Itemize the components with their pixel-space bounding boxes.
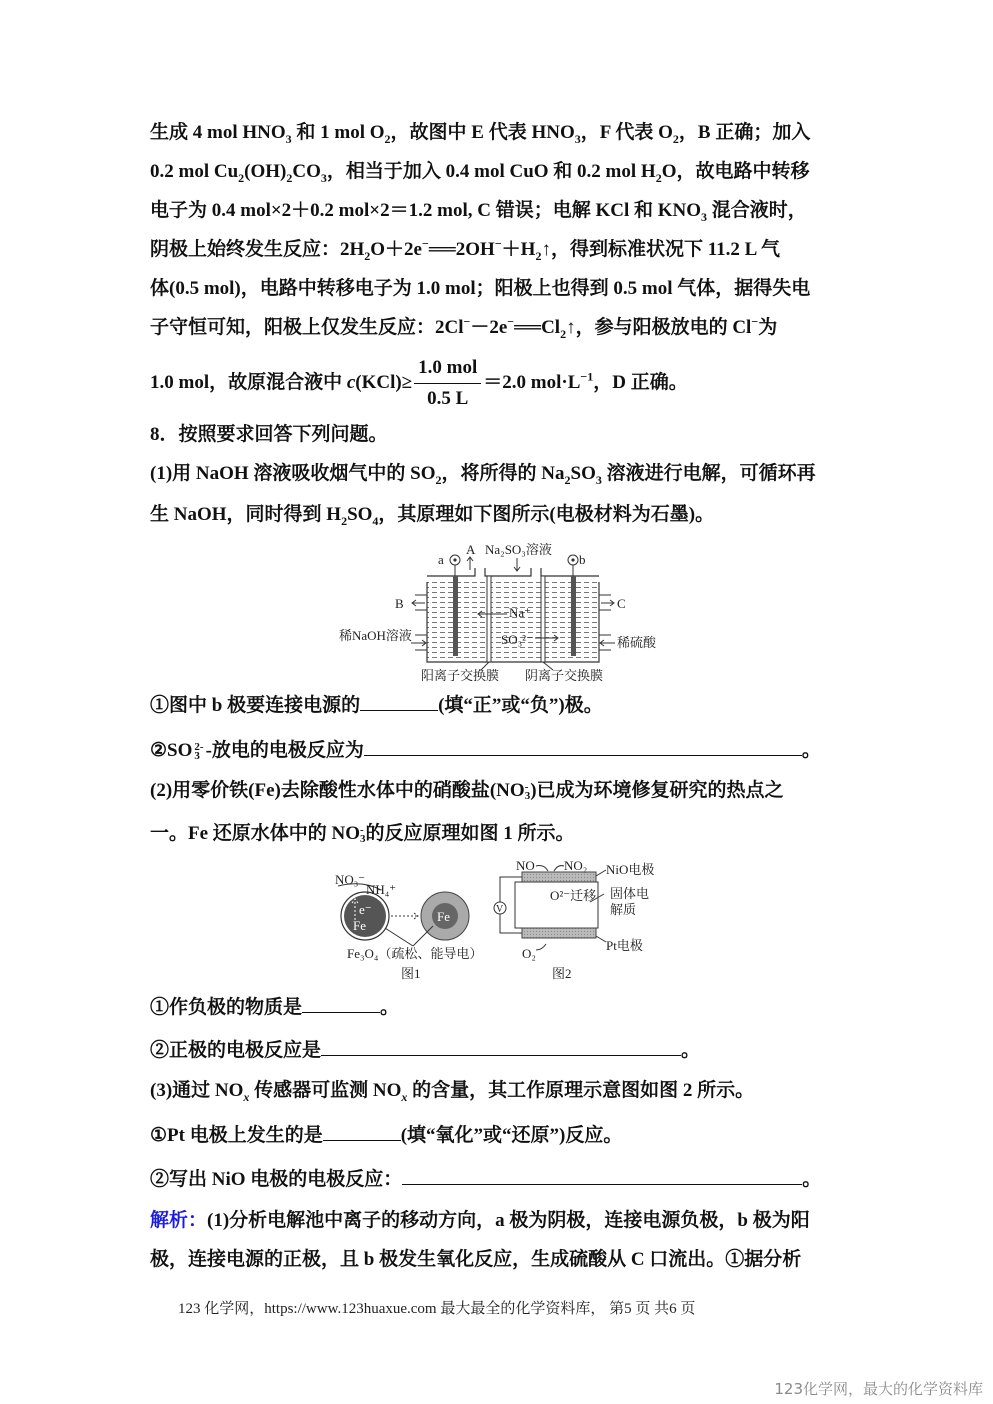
label-solid-electrolyte: 解质 [610, 902, 637, 917]
label-B: B [395, 596, 404, 611]
superscript: − [507, 314, 515, 329]
arrow-icon [554, 866, 564, 871]
text: CO [292, 161, 321, 182]
label-anion-membrane: 阴离子交换膜 [525, 668, 604, 683]
voltmeter-label: V [496, 904, 504, 915]
analysis-text-line [150, 160, 809, 184]
label-nh4: NH₄⁺ [366, 882, 397, 897]
label-na-ion: Na⁺ [509, 605, 532, 620]
label-C: C [617, 596, 626, 611]
text: 生 NaOH，同时得到 H [150, 504, 342, 525]
text: 传感器可监测 NO [249, 1080, 402, 1101]
subscript: 2 [655, 170, 662, 185]
label-electron: e⁻ [359, 902, 372, 917]
subscript: 3 [194, 749, 200, 762]
answer-blank[interactable] [323, 1122, 401, 1141]
analysis-label: 解析： [150, 1210, 208, 1231]
answer-blank[interactable] [402, 1166, 802, 1185]
superscript: 2- [194, 740, 204, 753]
text: ＋H [501, 239, 536, 260]
arrow-right-icon [601, 600, 614, 606]
text: 生成 4 mol HNO [150, 122, 286, 143]
subscript: x [243, 1089, 250, 1104]
text: (1)分析电解池中离子的移动方向，a 极为阴极，连接电源负极，b 极为阳 [207, 1210, 810, 1231]
label-no: NO [516, 858, 535, 873]
watermark: 123化学网，最大的化学资料库 [774, 1380, 983, 1398]
question-part3-text [150, 1079, 754, 1103]
label-naoh: 稀NaOH溶液 [339, 628, 412, 643]
subscript: x [401, 1089, 408, 1104]
subscript: 2 [560, 326, 567, 341]
italic-variable: c [346, 371, 356, 393]
text: 子守恒可知，阳极上仅发生反应：2Cl [150, 317, 464, 338]
text: (3)通过 NO [150, 1080, 244, 1101]
question-part1-text [150, 462, 816, 486]
question-1-2 [150, 737, 821, 763]
text: ②写出 NiO 电极的电极反应： [150, 1169, 403, 1190]
arrow-icon [536, 944, 546, 950]
label-nio-electrode: NiO电极 [606, 862, 655, 877]
text: O＋2e [370, 239, 422, 260]
question-part2-text [150, 822, 575, 846]
text: 混合液时， [707, 200, 807, 221]
label-o2-migration: O²⁻迁移 [550, 888, 597, 903]
subscript: 2 [238, 170, 245, 185]
text: (填“正”或“负”)极。 [438, 695, 603, 716]
answer-blank[interactable] [364, 737, 802, 756]
text: ②SO [150, 740, 193, 761]
label-b: b [579, 552, 586, 567]
text: )已成为环境修复研究的热点之 [530, 780, 784, 801]
label-no2: NO₂ [564, 858, 588, 873]
answer-blank[interactable] [360, 692, 438, 711]
text: 阴极上始终发生反应：2H [150, 239, 365, 260]
text: (2)用零价铁(Fe)去除酸性水体中的硝酸盐(NO [150, 780, 525, 801]
text: ①Pt 电极上发生的是 [150, 1125, 323, 1146]
answer-blank[interactable] [302, 994, 380, 1013]
question-1-1 [150, 692, 603, 718]
subscript: 3 [360, 832, 366, 845]
arrow-left-icon [412, 600, 425, 606]
anion-membrane [541, 576, 545, 662]
answer-blank[interactable] [321, 1037, 681, 1056]
text: SO [570, 463, 596, 484]
text: 为 [758, 317, 778, 338]
text: 1.0 mol，故原混合液中 [150, 371, 347, 393]
subscript: 3 [285, 131, 292, 146]
superscript: - [360, 823, 364, 836]
label-na2so3: Na₂SO₃溶液 [485, 542, 552, 557]
question-part2-text [150, 779, 784, 803]
subscript: 2 [384, 131, 391, 146]
label-fe-2: Fe [437, 909, 450, 924]
label-pt-electrode: Pt电极 [606, 938, 643, 953]
subscript: 3 [574, 131, 581, 146]
text: ，相当于加入 0.4 mol CuO 和 0.2 mol H [326, 161, 656, 182]
label-o2: O₂ [522, 946, 536, 961]
text: 和 1 mol O [291, 122, 385, 143]
pt-electrode [522, 928, 596, 938]
superscript: − [463, 314, 471, 329]
analysis-text-line [150, 316, 777, 340]
text: (KCl)≥ [355, 371, 413, 393]
text: ↑，得到标准状况下 11.2 L 气 [541, 239, 781, 260]
superscript: − [494, 236, 502, 251]
text: ＝2.0 mol·L [483, 371, 581, 393]
label-a: a [438, 552, 444, 567]
arrow-down-icon [514, 558, 520, 571]
analysis-paragraph [150, 1209, 810, 1233]
analysis-text-line [150, 121, 810, 145]
text: 的反应原理如图 1 所示。 [365, 823, 575, 844]
fraction-numerator: 1.0 mol [414, 356, 481, 384]
arrow-right-icon [391, 913, 418, 919]
text: (1)用 NaOH 溶液吸收烟气中的 SO [150, 463, 436, 484]
text: ，F 代表 O [580, 122, 673, 143]
electrode-b [571, 576, 576, 656]
arrow-icon [536, 866, 548, 871]
subscript: 2 [286, 170, 293, 185]
question-title: 8．按照要求回答下列问题。 [150, 424, 388, 445]
label-h2so4: 稀硫酸 [617, 635, 657, 650]
text: ══Cl [514, 317, 561, 338]
fraction-denominator: 0.5 L [427, 388, 469, 409]
text: (填“氧化”或“还原”)反应。 [400, 1125, 623, 1146]
label-no3: NO₃⁻ [335, 872, 366, 887]
label-so3-ion: SO₃²⁻ [501, 632, 533, 647]
figure-1-fe-reduction [333, 858, 503, 983]
text: 。 [681, 1040, 701, 1061]
text: -放电的电极反应为 [205, 740, 364, 761]
analysis-paragraph: 极，连接电源的正极，且 b 极发生氧化反应，生成硫酸从 C 口流出。①据分析 [150, 1249, 802, 1270]
text: O，故电路中转移 [661, 161, 810, 182]
text: ，故图中 E 代表 HNO [390, 122, 575, 143]
analysis-text-line [150, 238, 780, 262]
text: ，将所得的 Na [441, 463, 565, 484]
text: ══2OH [428, 239, 495, 260]
text: ①作负极的物质是 [150, 997, 303, 1018]
subscript: 2 [341, 513, 348, 528]
text: 溶液进行电解，可循环再 [601, 463, 816, 484]
question-2-2 [150, 1037, 700, 1063]
subscript: 2 [564, 472, 571, 487]
text: 。 [380, 997, 400, 1018]
text: ↑，参与阳极放电的 Cl [566, 317, 752, 338]
arrow-up-icon [467, 557, 473, 570]
question-3-2 [150, 1166, 821, 1192]
subscript: 3 [524, 789, 531, 802]
label-fe3o4: Fe₃O₄（疏松、能导电） [347, 946, 483, 961]
cation-membrane [487, 576, 491, 662]
label-cation-membrane: 阳离子交换膜 [421, 668, 500, 683]
analysis-text-line [150, 356, 688, 411]
nio-electrode [522, 872, 596, 882]
text: (OH) [244, 161, 287, 182]
figure-caption: 图2 [552, 966, 572, 981]
arrow-right-icon [411, 640, 426, 646]
text: 0.2 mol Cu [150, 161, 239, 182]
superscript: - [524, 780, 529, 793]
text: 体(0.5 mol)，电路中转移电子为 1.0 mol；阳极上也得到 0.5 mol 气体，据得失电 [150, 278, 811, 299]
text: ，B 正确；加入 [678, 122, 811, 143]
label-solid-electrolyte: 固体电 [610, 886, 650, 901]
text: 。 [802, 1169, 822, 1190]
superscript: −1 [580, 369, 594, 384]
question-part1-text [150, 503, 714, 527]
label-fe: Fe [353, 918, 366, 933]
subscript: 2 [364, 248, 371, 263]
subscript: 3 [595, 472, 602, 487]
subscript: 3 [320, 170, 327, 185]
text: ①图中 b 极要连接电源的 [150, 695, 361, 716]
question-3-1 [150, 1122, 622, 1148]
subscript: 3 [701, 209, 708, 224]
subscript: 4 [372, 513, 379, 528]
text: 的含量，其工作原理示意图如图 2 所示。 [407, 1080, 755, 1101]
page-footer: 123 化学网，https://www.123huaxue.com 最大最全的化学资料库， 第5 页 共6 页 [178, 1301, 696, 1317]
text: ，其原理如下图所示(电极材料为石墨)。 [378, 504, 715, 525]
text: －2e [470, 317, 508, 338]
superscript: − [751, 314, 759, 329]
fraction [414, 356, 481, 411]
subscript: 2 [672, 131, 679, 146]
analysis-text-line [150, 199, 807, 223]
superscript: − [422, 236, 429, 251]
text: 电子为 0.4 mol×2＋0.2 mol×2＝1.2 mol, C 错误；电解 KCl 和 KNO [150, 200, 702, 221]
figure-caption: 图1 [401, 966, 421, 981]
arrow-left-icon [600, 640, 615, 646]
text: 一。Fe 还原水体中的 NO [150, 823, 361, 844]
text: ②正极的电极反应是 [150, 1040, 322, 1061]
figure-2-nox-sensor [484, 858, 669, 983]
text: ，D 正确。 [593, 371, 688, 393]
text: SO [347, 504, 373, 525]
question-2-1 [150, 994, 399, 1020]
text: 。 [801, 740, 821, 761]
analysis-text-line [150, 277, 810, 301]
subscript: 2 [535, 248, 542, 263]
subscript: 2 [435, 472, 442, 487]
electrode-a [453, 576, 458, 656]
label-A: A [466, 542, 476, 557]
electrolysis-cell-diagram [335, 540, 665, 685]
